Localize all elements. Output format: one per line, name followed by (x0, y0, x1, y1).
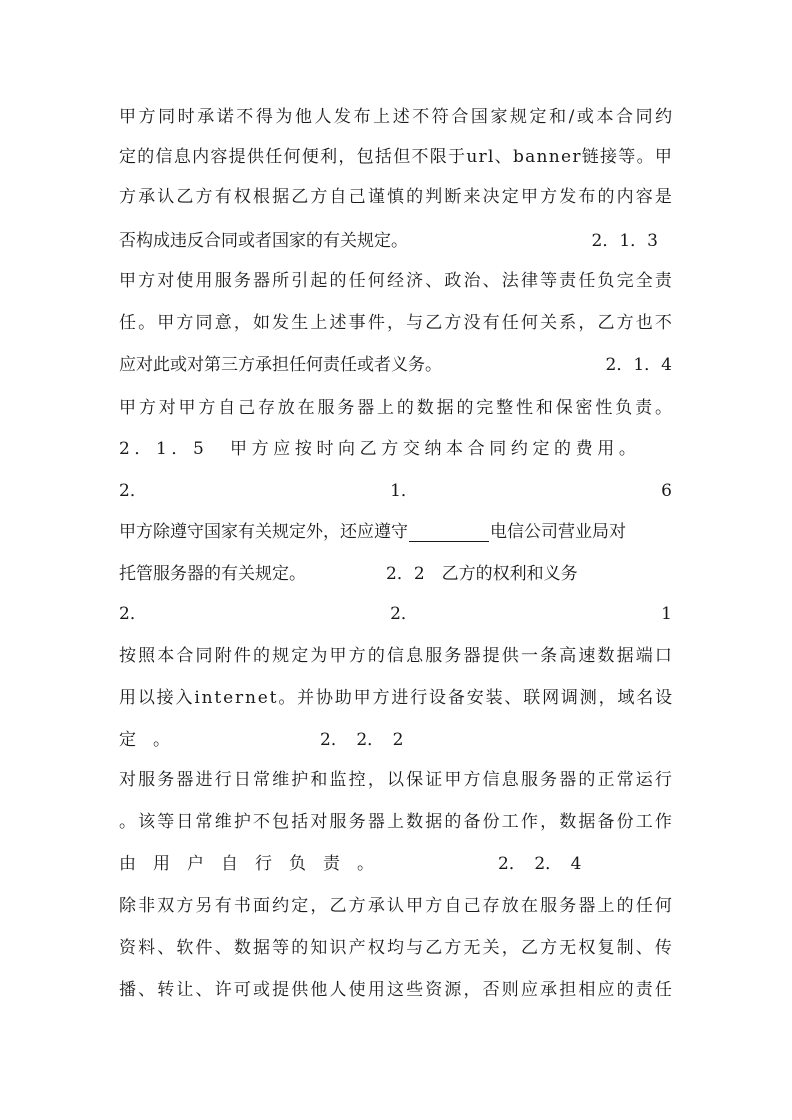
text-line (119, 434, 672, 464)
text-line (119, 599, 672, 629)
text-line (119, 102, 675, 132)
section-number: 6 (661, 481, 672, 501)
text-segment: 用以接入internet。并协助甲方进行设备安装、联网调测，域名设 (119, 688, 674, 708)
text-line (119, 266, 675, 296)
text-line (119, 476, 672, 506)
text-segment: 除非双方另有书面约定，乙方承认甲方自己存放在服务器上的任何 (119, 896, 675, 916)
text-segment: 甲方除遵守国家有关规定外，还应遵守 (119, 522, 408, 542)
text-segment: 甲方对甲方自己存放在服务器上的数据的完整性和保密性负责。 (119, 398, 675, 418)
section-number: 2． (119, 604, 147, 624)
text-segment: 。该等日常维护不包括对服务器上数据的备份工作，数据备份工作 (119, 812, 675, 832)
section-number: 2．1．3 (591, 231, 658, 251)
text-line (119, 725, 672, 755)
text-segment: 2．1．5 甲方应按时向乙方交纳本合同约定的费用。 (119, 439, 641, 459)
text-line (119, 765, 675, 795)
text-segment: 任。甲方同意，如发生上述事件，与乙方没有任何关系，乙方也不 (119, 313, 675, 333)
text-segment: 电信公司营业局对 (490, 522, 626, 542)
text-segment: 定的信息内容提供任何便利，包括但不限于url、banner链接等。甲 (119, 147, 674, 167)
section-heading: 2．2 乙方的权利和义务 (386, 564, 578, 584)
text-segment: 应对此或对第三方承担任何责任或者义务。 (119, 355, 442, 375)
text-line (119, 891, 675, 921)
text-segment: 按照本合同附件的规定为甲方的信息服务器提供一条高速数据端口 (119, 646, 675, 666)
text-line (119, 393, 675, 423)
section-number: 2． 2． 2 (320, 730, 404, 750)
text-line (119, 975, 675, 1005)
text-line (119, 807, 675, 837)
text-segment: 由 用 户 自 行 负 责 。 (119, 854, 374, 874)
section-number: 2．1．4 (605, 355, 672, 375)
text-segment: 资料、软件、数据等的知识产权均与乙方无关，乙方无权复制、传 (119, 938, 675, 958)
text-line (119, 641, 675, 671)
text-segment: 播、转让、许可或提供他人使用这些资源，否则应承担相应的责任 (119, 980, 675, 1000)
text-line (119, 350, 672, 380)
text-line (119, 142, 672, 172)
text-segment: 托管服务器的有关规定。 (119, 564, 306, 584)
text-segment: 否构成违反合同或者国家的有关规定。 (119, 231, 408, 251)
text-segment: 对服务器进行日常维护和监控，以保证甲方信息服务器的正常运行 (119, 770, 675, 790)
section-number: 1． (390, 481, 418, 501)
section-number: 2． (119, 481, 147, 501)
text-line (119, 182, 675, 212)
section-number: 2． 2． 4 (498, 854, 582, 874)
text-segment: 甲方同时承诺不得为他人发布上述不符合国家规定和/或本合同约 (119, 107, 675, 127)
fill-in-blank[interactable] (409, 523, 489, 542)
text-line (119, 517, 672, 547)
text-line (119, 559, 672, 589)
text-segment: 甲方对使用服务器所引起的任何经济、政治、法律等责任负完全责 (119, 271, 675, 291)
text-line (119, 226, 672, 256)
text-segment: 方承认乙方有权根据乙方自己谨慎的判断来决定甲方发布的内容是 (119, 187, 675, 207)
section-number: 1 (661, 604, 672, 624)
text-line (119, 933, 675, 963)
text-line (119, 308, 675, 338)
section-number: 2． (390, 604, 418, 624)
text-line (119, 683, 672, 713)
text-segment: 定 。 (119, 730, 170, 750)
text-line (119, 849, 672, 879)
